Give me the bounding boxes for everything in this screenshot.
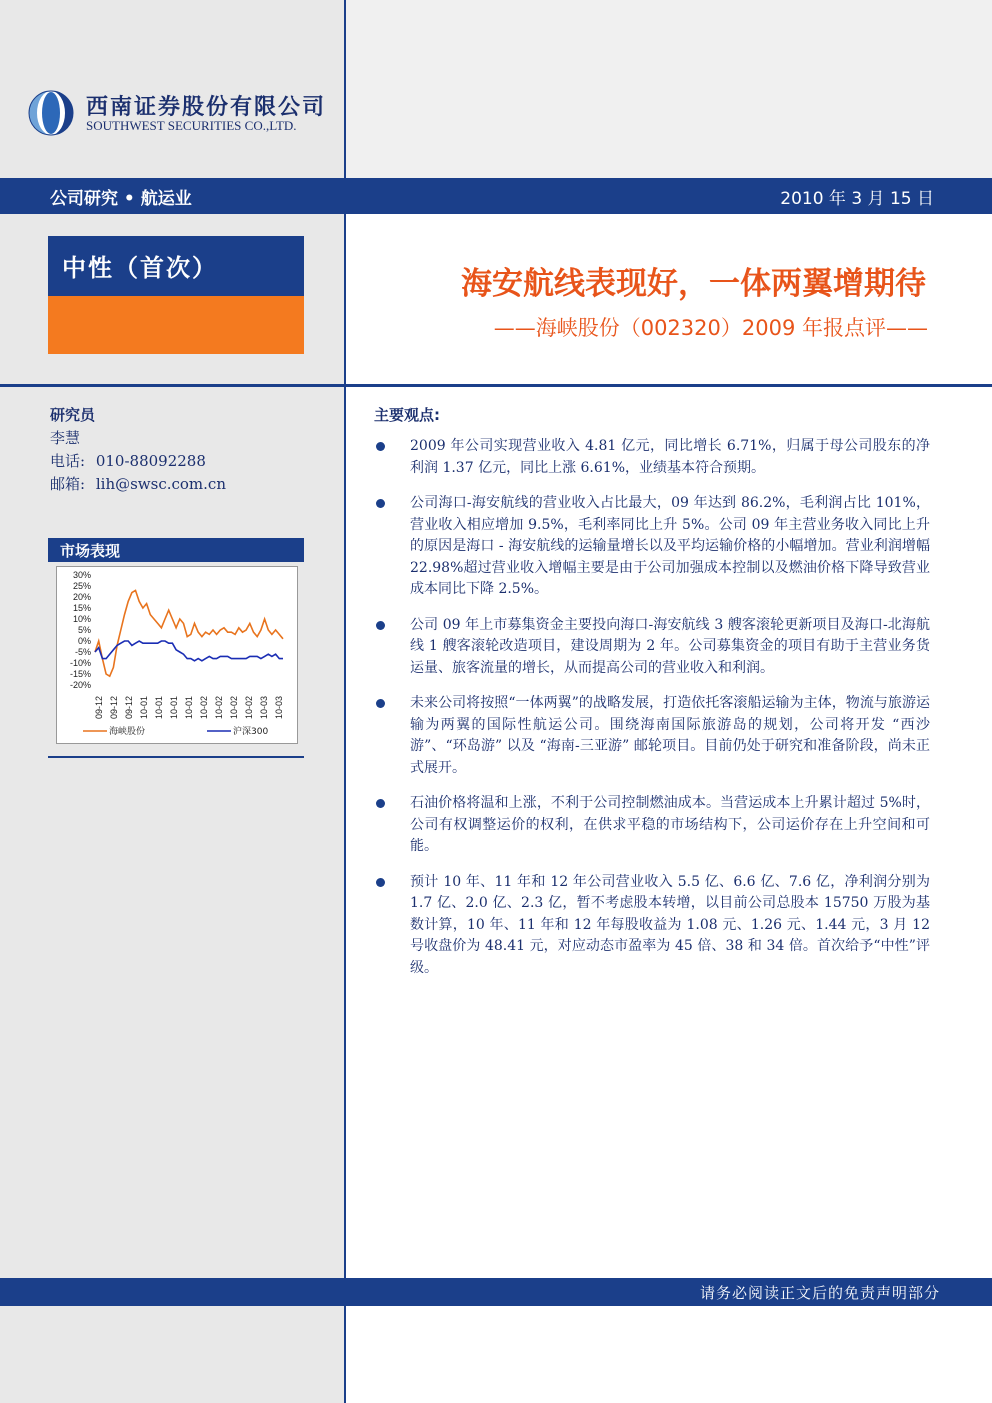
list-item (374, 872, 930, 980)
x-tick-label: 10-01 (169, 695, 179, 719)
bullet-text: 公司海口-海安航线的营业收入占比最大，09 年达到 86.2%，毛利润占比 101%，营业收入相应增加 9.5%，毛利率同比上升 5%。公司 09 年主营业务收入同比上升的原因是海口 - 海安航线的运输量增长以及平均运输价格的小幅增加。营业利润增幅 22.98%超过营业收入增幅主要是由于公司加强成本控制以及燃油价格下降导致营业成本同比下降 2.5%。 (410, 495, 930, 597)
market-heading: 市场表现 (60, 542, 121, 560)
market-chart (56, 566, 298, 744)
series-line (95, 590, 283, 676)
bullet-icon (376, 799, 385, 808)
x-tick-label: 10-01 (184, 695, 194, 719)
bullet-icon (376, 878, 385, 887)
top-bar (0, 178, 992, 214)
disclaimer-notice[interactable]: 请务必阅读正文后的免责声明部分 (699, 1284, 940, 1302)
y-tick-label: -20% (69, 680, 91, 690)
footer-bar (0, 1278, 992, 1306)
bullet-text: 未来公司将按照“一体两翼”的战略发展，打造依托客滚船运输为主体，物流与旅游运输为两翼的国际性航运公司。围绕海南国际旅游岛的规划，公司将开发 “西沙游”、“环岛游” 以及 “海南-三亚游” 邮轮项目。目前仍处于研究和准备阶段，尚未正式展开。 (410, 695, 930, 776)
main-points-heading: 主要观点: (374, 406, 440, 424)
researcher-info (50, 404, 226, 496)
report-category: 公司研究 • 航运业 (50, 189, 192, 209)
email-value[interactable]: lih@swsc.com.cn (95, 475, 226, 493)
x-tick-label: 10-02 (214, 695, 224, 719)
researcher-name: 李慧 (50, 429, 81, 447)
x-tick-label: 10-03 (259, 695, 269, 719)
market-chart-svg (57, 567, 297, 743)
rating-accent-block (48, 296, 304, 354)
phone-value: 010-88092288 (95, 452, 206, 470)
report-title: 海安航线表现好，一体两翼增期待 (461, 266, 926, 302)
report-subtitle: ——海峡股份（002320）2009 年报点评—— (493, 316, 928, 340)
company-name-cn: 西南证券股份有限公司 (86, 95, 327, 120)
x-tick-label: 10-01 (139, 695, 149, 719)
list-item (374, 436, 930, 479)
bullet-text: 公司 09 年上市募集资金主要投向海口-海安航线 3 艘客滚轮更新项目及海口-北海航线 1 艘客滚轮改造项目，建设周期为 2 年。公司募集资金的项目有助于主营业务货运量、旅客流量的增长，从而提高公司的营业收入和利润。 (410, 616, 930, 676)
x-tick-label: 10-01 (154, 695, 164, 719)
y-tick-label: -15% (69, 669, 91, 679)
company-name-en: SOUTHWEST SECURITIES CO.,LTD. (86, 118, 297, 133)
y-tick-label: 15% (72, 603, 91, 613)
bullet-icon (376, 499, 385, 508)
y-tick-label: 30% (72, 570, 91, 580)
market-performance-header (48, 538, 304, 562)
x-tick-label: 10-03 (274, 695, 284, 719)
x-tick-label: 10-02 (199, 695, 209, 719)
x-tick-label: 10-02 (229, 695, 239, 719)
email-label: 邮箱: (50, 475, 86, 493)
bullet-text: 2009 年公司实现营业收入 4.81 亿元，同比增长 6.71%，归属于母公司股东的净利润 1.37 亿元，同比上涨 6.61%，业绩基本符合预期。 (410, 438, 930, 476)
list-item (374, 493, 930, 601)
y-tick-label: 20% (72, 592, 91, 602)
bullet-icon (376, 621, 385, 630)
globe-logo-icon (28, 90, 74, 136)
y-tick-label: 0% (77, 636, 91, 646)
legend-label: 海峡股份 (109, 727, 146, 737)
list-item (374, 793, 930, 858)
x-tick-label: 09-12 (124, 695, 134, 719)
main-points-list (374, 436, 930, 993)
legend-label: 沪深300 (233, 727, 269, 737)
phone-label: 电话: (50, 452, 86, 470)
y-tick-label: -10% (69, 658, 91, 668)
section-divider (0, 384, 992, 387)
list-item (374, 615, 930, 680)
y-tick-label: -5% (74, 647, 91, 657)
researcher-email-row (50, 473, 226, 496)
sidebar-divider (48, 756, 304, 758)
y-tick-label: 25% (72, 581, 91, 591)
bullet-text: 石油价格将温和上涨，不利于公司控制燃油成本。当营运成本上升累计超过 5%时，公司有权调整运价的权利，在供求平稳的市场结构下，公司运价存在上升空间和可能。 (410, 795, 930, 854)
rating-label: 中性（首次） (62, 254, 218, 282)
rating-block (48, 236, 304, 296)
x-tick-label: 09-12 (109, 695, 119, 719)
series-line (95, 641, 283, 661)
researcher-heading: 研究员 (50, 406, 96, 424)
report-date: 2010 年 3 月 15 日 (780, 189, 934, 209)
y-tick-label: 5% (77, 625, 91, 635)
x-tick-label: 10-02 (244, 695, 254, 719)
bullet-icon (376, 442, 385, 451)
researcher-phone-row (50, 450, 226, 473)
bullet-icon (376, 699, 385, 708)
header-background (346, 0, 992, 178)
bullet-text: 预计 10 年、11 年和 12 年公司营业收入 5.5 亿、6.6 亿、7.6 亿，净利润分别为 1.7 亿、2.0 亿、2.3 亿，暂不考虑股本转增，以目前公司总股本 15750 万股为基数计算，10 年、11 年和 12 年每股收益为 1.08 元、1.26 元、1.44 元，3 月 12 号收盘价为 48.41 元，对应动态市盈率为 45 倍、38 和 34 倍。首次给予“中性”评级。 (410, 873, 930, 976)
company-logo (28, 88, 348, 138)
x-tick-label: 09-12 (94, 695, 104, 719)
list-item (374, 693, 930, 779)
y-tick-label: 10% (72, 614, 91, 624)
